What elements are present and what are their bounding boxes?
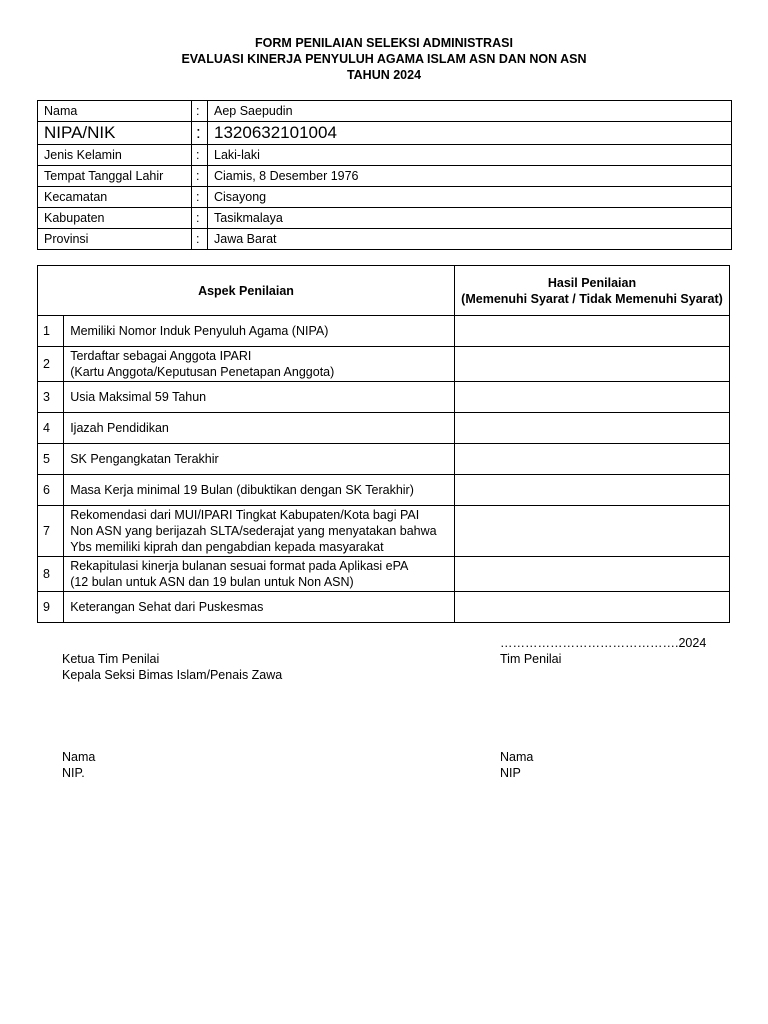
criterion-line: Memiliki Nomor Induk Penyuluh Agama (NIPA) [70,324,329,338]
identity-value: Ciamis, 8 Desember 1976 [208,166,732,187]
identity-value: Laki-laki [208,145,732,166]
right-signer-nip: NIP [500,766,521,780]
row-number: 9 [38,592,64,623]
identity-row [38,187,732,208]
left-signer-position: Kepala Seksi Bimas Islam/Penais Zawa [62,668,283,682]
criterion-cell [64,413,455,444]
assessment-row [38,444,730,475]
row-number: 2 [38,347,64,382]
assessment-row [38,475,730,506]
identity-separator: : [192,166,208,187]
row-number: 6 [38,475,64,506]
criterion-line: (Kartu Anggota/Keputusan Penetapan Anggota) [70,365,335,379]
criterion-line: Ijazah Pendidikan [70,421,169,435]
form-title: FORM PENILAIAN SELEKSI ADMINISTRASI [255,36,513,50]
right-signer-name: Nama [500,750,534,764]
right-signer-role: Tim Penilai [500,652,562,666]
identity-value: Aep Saepudin [208,101,732,122]
criterion-cell [64,347,455,382]
identity-row [38,122,732,145]
assessment-row [38,347,730,382]
identity-separator: : [192,122,208,145]
result-cell[interactable] [455,506,730,557]
identity-separator: : [192,187,208,208]
criterion-line: Usia Maksimal 59 Tahun [70,390,207,404]
identity-label: Tempat Tanggal Lahir [38,166,192,187]
identity-separator: : [192,229,208,250]
criterion-cell [64,506,455,557]
criterion-line: Rekapitulasi kinerja bulanan sesuai format pada Aplikasi ePA [70,559,409,573]
left-signer-nip: NIP. [62,766,85,780]
criterion-line: Masa Kerja minimal 19 Bulan (dibuktikan dengan SK Terakhir) [70,483,414,497]
criterion-cell [64,316,455,347]
form-subtitle: EVALUASI KINERJA PENYULUH AGAMA ISLAM ASN DAN NON ASN [181,52,587,66]
identity-row [38,166,732,187]
identity-value: Tasikmalaya [208,208,732,229]
result-cell[interactable] [455,592,730,623]
result-cell[interactable] [455,557,730,592]
identity-row [38,229,732,250]
row-number: 1 [38,316,64,347]
identity-label: Provinsi [38,229,192,250]
criterion-cell [64,557,455,592]
identity-row [38,145,732,166]
identity-label: Kabupaten [38,208,192,229]
result-cell[interactable] [455,347,730,382]
criterion-line: Ybs memiliki kiprah dan pengabdian kepada masyarakat [70,540,384,554]
criterion-line: SK Pengangkatan Terakhir [70,452,219,466]
criterion-line: Keterangan Sehat dari Puskesmas [70,600,264,614]
result-cell[interactable] [455,475,730,506]
identity-table [37,100,732,250]
result-header-title: Hasil Penilaian [547,275,637,290]
assessment-row [38,413,730,444]
identity-separator: : [192,145,208,166]
identity-separator: : [192,208,208,229]
row-number: 8 [38,557,64,592]
result-cell[interactable] [455,316,730,347]
criterion-cell [64,592,455,623]
identity-value: Cisayong [208,187,732,208]
row-number: 3 [38,382,64,413]
assessment-row [38,557,730,592]
identity-label: Jenis Kelamin [38,145,192,166]
row-number: 5 [38,444,64,475]
identity-row [38,208,732,229]
criterion-cell [64,444,455,475]
row-number: 4 [38,413,64,444]
assessment-row [38,316,730,347]
assessment-table [37,265,730,623]
identity-value: 1320632101004 [208,122,732,145]
left-signer-role: Ketua Tim Penilai [62,652,160,666]
form-year: TAHUN 2024 [346,68,422,82]
identity-value: Jawa Barat [208,229,732,250]
criterion-cell [64,475,455,506]
assessment-row [38,382,730,413]
criterion-cell [64,382,455,413]
assessment-row [38,592,730,623]
result-header [455,266,730,316]
identity-separator: : [192,101,208,122]
signature-date: …………………………………….2024 [500,636,707,650]
criterion-line: Non ASN yang berijazah SLTA/sederajat yang menyatakan bahwa [70,524,437,538]
identity-label: NIPA/NIK [38,122,192,145]
criterion-line: (12 bulan untuk ASN dan 19 bulan untuk Non ASN) [70,575,354,589]
row-number: 7 [38,506,64,557]
criterion-line: Rekomendasi dari MUI/IPARI Tingkat Kabupaten/Kota bagi PAI [70,508,420,522]
result-header-note: (Memenuhi Syarat / Tidak Memenuhi Syarat) [461,291,723,306]
result-cell[interactable] [455,444,730,475]
result-cell[interactable] [455,382,730,413]
criterion-line: Terdaftar sebagai Anggota IPARI [70,349,252,363]
result-cell[interactable] [455,413,730,444]
assessment-row [38,506,730,557]
identity-label: Kecamatan [38,187,192,208]
identity-row [38,101,732,122]
identity-label: Nama [38,101,192,122]
left-signer-name: Nama [62,750,96,764]
aspect-header: Aspek Penilaian [38,266,455,316]
